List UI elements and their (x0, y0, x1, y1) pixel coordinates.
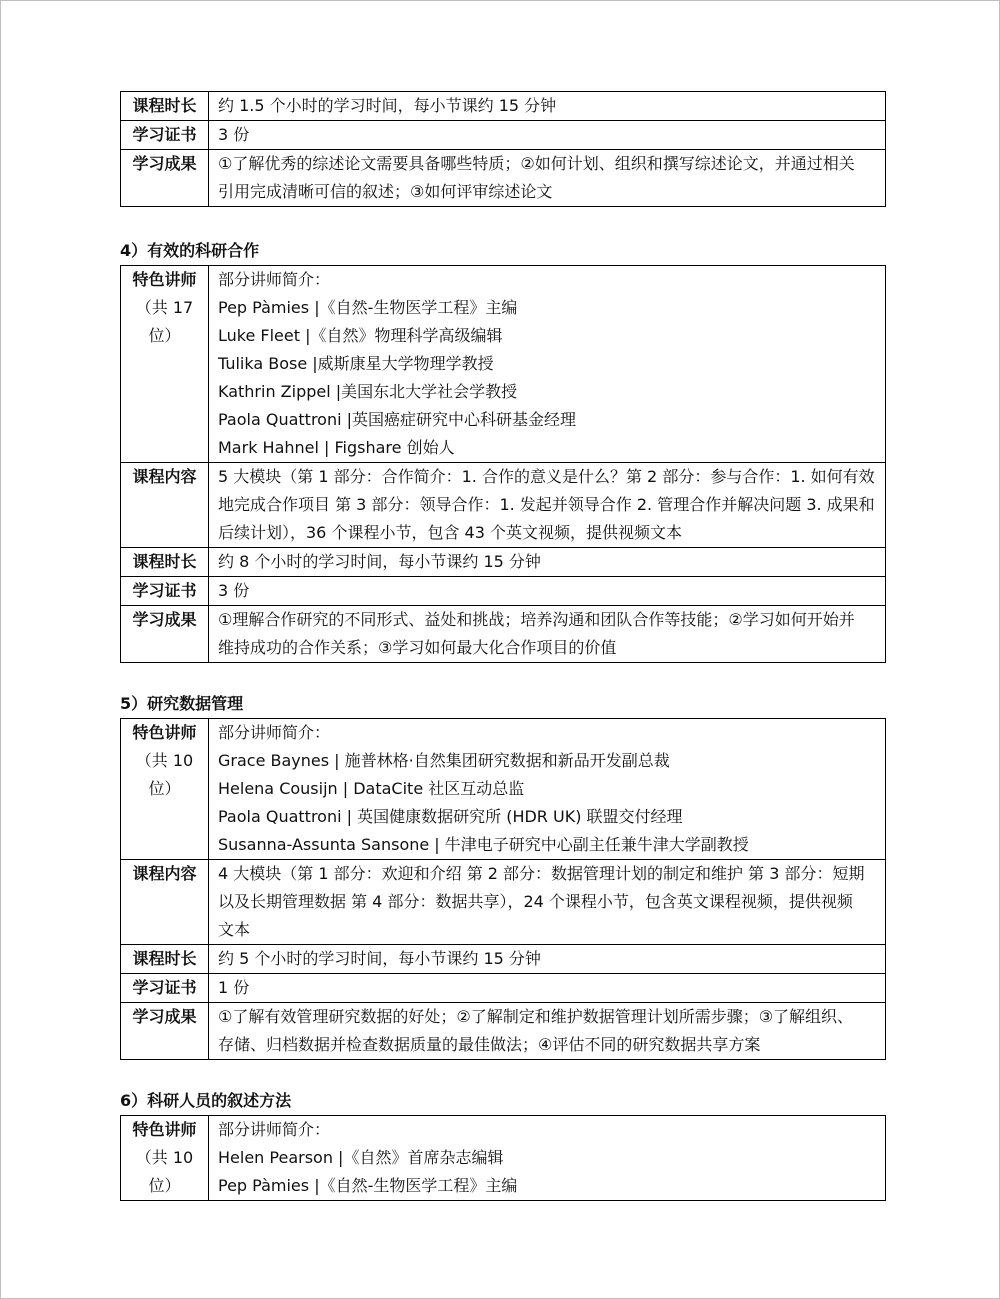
text-line: 后续计划），36 个课程小节，包含 43 个英文视频，提供视频文本 (218, 523, 682, 542)
table-row (121, 121, 886, 150)
content-text (209, 463, 886, 548)
text-line: ①了解有效管理研究数据的好处；②了解制定和维护数据管理计划所需步骤；③了解组织、 (218, 1007, 854, 1026)
text-line: 4 大模块（第 1 部分：欢迎和介绍 第 2 部分：数据管理计划的制定和维护 第 3 部分：短期 (218, 864, 865, 883)
row-label (121, 266, 209, 463)
lecturer-count: （共 17 (135, 298, 194, 317)
duration-text: 约 5 个小时的学习时间，每小节课约 15 分钟 (209, 945, 886, 974)
text-line: 5 大模块（第 1 部分：合作简介：1. 合作的意义是什么？第 2 部分：参与合作：1. 如何有效 (218, 467, 875, 486)
table-row (121, 860, 886, 945)
list-item: 部分讲师简介： (218, 270, 331, 289)
row-label: 学习成果 (121, 150, 209, 207)
list-item: Pep Pàmies |《自然-生物医学工程》主编 (218, 298, 518, 317)
duration-text: 约 1.5 个小时的学习时间，每小节课约 15 分钟 (209, 92, 886, 121)
table-row (121, 606, 886, 663)
lecturer-count: （共 10 (135, 751, 194, 770)
table-row (121, 719, 886, 860)
table-row (121, 548, 886, 577)
duration-text: 约 8 个小时的学习时间，每小节课约 15 分钟 (209, 548, 886, 577)
list-item: Tulika Bose |威斯康星大学物理学教授 (218, 354, 494, 373)
certificate-text: 3 份 (209, 121, 886, 150)
table-row (121, 1116, 886, 1201)
list-item: Susanna-Assunta Sansone | 牛津电子研究中心副主任兼牛津大学副教授 (218, 835, 749, 854)
lecturer-list (209, 266, 886, 463)
row-label: 学习证书 (121, 577, 209, 606)
table-row (121, 266, 886, 463)
lecturer-count: （共 10 (135, 1148, 194, 1167)
row-label: 课程内容 (121, 463, 209, 548)
lecturer-list (209, 719, 886, 860)
row-label: 课程时长 (121, 548, 209, 577)
text-line: 引用完成清晰可信的叙述；③如何评审综述论文 (218, 182, 553, 201)
table-row (121, 974, 886, 1003)
list-item: 部分讲师简介： (218, 1120, 331, 1139)
section-heading: 6）科研人员的叙述方法 (120, 1091, 292, 1110)
list-item: Helena Cousijn | DataCite 社区互动总监 (218, 779, 525, 798)
row-label: 课程内容 (121, 860, 209, 945)
row-label (121, 1116, 209, 1201)
lecturer-label: 特色讲师 (132, 723, 197, 742)
row-label: 学习成果 (121, 1003, 209, 1060)
lecturer-list (209, 1116, 886, 1201)
list-item: Mark Hahnel | Figshare 创始人 (218, 438, 455, 457)
lecturer-label: 特色讲师 (132, 270, 197, 289)
table-row (121, 1003, 886, 1060)
text-line: 以及长期管理数据 第 4 部分：数据共享），24 个课程小节，包含英文课程视频，提供视频 (218, 892, 853, 911)
list-item: Paola Quattroni | 英国健康数据研究所 (HDR UK) 联盟交付经理 (218, 807, 683, 826)
text-line: ①理解合作研究的不同形式、益处和挑战；培养沟通和团队合作等技能；②学习如何开始并 (218, 610, 855, 629)
text-line: 维持成功的合作关系；③学习如何最大化合作项目的价值 (218, 638, 617, 657)
certificate-text: 3 份 (209, 577, 886, 606)
course-table-review-papers (120, 91, 886, 207)
row-label: 课程时长 (121, 945, 209, 974)
lecturer-label: 特色讲师 (132, 1120, 197, 1139)
text-line: 地完成合作项目 第 3 部分：领导合作：1. 发起并领导合作 2. 管理合作并解决问题 3. 成果和 (218, 495, 875, 514)
text-line: 存储、归档数据并检查数据质量的最佳做法；④评估不同的研究数据共享方案 (218, 1035, 761, 1054)
outcome-text (209, 1003, 886, 1060)
section-heading: 4）有效的科研合作 (120, 241, 260, 260)
page-content (120, 91, 886, 1201)
course-table-narrative (120, 1115, 886, 1201)
table-row (121, 945, 886, 974)
course-table-collaboration (120, 265, 886, 663)
outcome-text (209, 150, 886, 207)
list-item: 部分讲师简介： (218, 723, 331, 742)
section-heading: 5）研究数据管理 (120, 694, 244, 713)
lecturer-count: 位） (148, 1176, 181, 1195)
list-item: Luke Fleet |《自然》物理科学高级编辑 (218, 326, 503, 345)
list-item: Kathrin Zippel |美国东北大学社会学教授 (218, 382, 518, 401)
row-label: 学习成果 (121, 606, 209, 663)
table-row (121, 92, 886, 121)
list-item: Pep Pàmies |《自然-生物医学工程》主编 (218, 1176, 518, 1195)
text-line: ①了解优秀的综述论文需要具备哪些特质；②如何计划、组织和撰写综述论文，并通过相关 (218, 154, 855, 173)
row-label: 学习证书 (121, 121, 209, 150)
table-row (121, 150, 886, 207)
course-table-data-management (120, 718, 886, 1060)
list-item: Grace Baynes | 施普林格·自然集团研究数据和新品开发副总裁 (218, 751, 670, 770)
lecturer-count: 位） (148, 779, 181, 798)
outcome-text (209, 606, 886, 663)
row-label: 课程时长 (121, 92, 209, 121)
lecturer-count: 位） (148, 326, 181, 345)
list-item: Helen Pearson |《自然》首席杂志编辑 (218, 1148, 504, 1167)
certificate-text: 1 份 (209, 974, 886, 1003)
text-line: 文本 (218, 920, 251, 939)
row-label: 学习证书 (121, 974, 209, 1003)
content-text (209, 860, 886, 945)
row-label (121, 719, 209, 860)
table-row (121, 577, 886, 606)
list-item: Paola Quattroni |英国癌症研究中心科研基金经理 (218, 410, 577, 429)
table-row (121, 463, 886, 548)
